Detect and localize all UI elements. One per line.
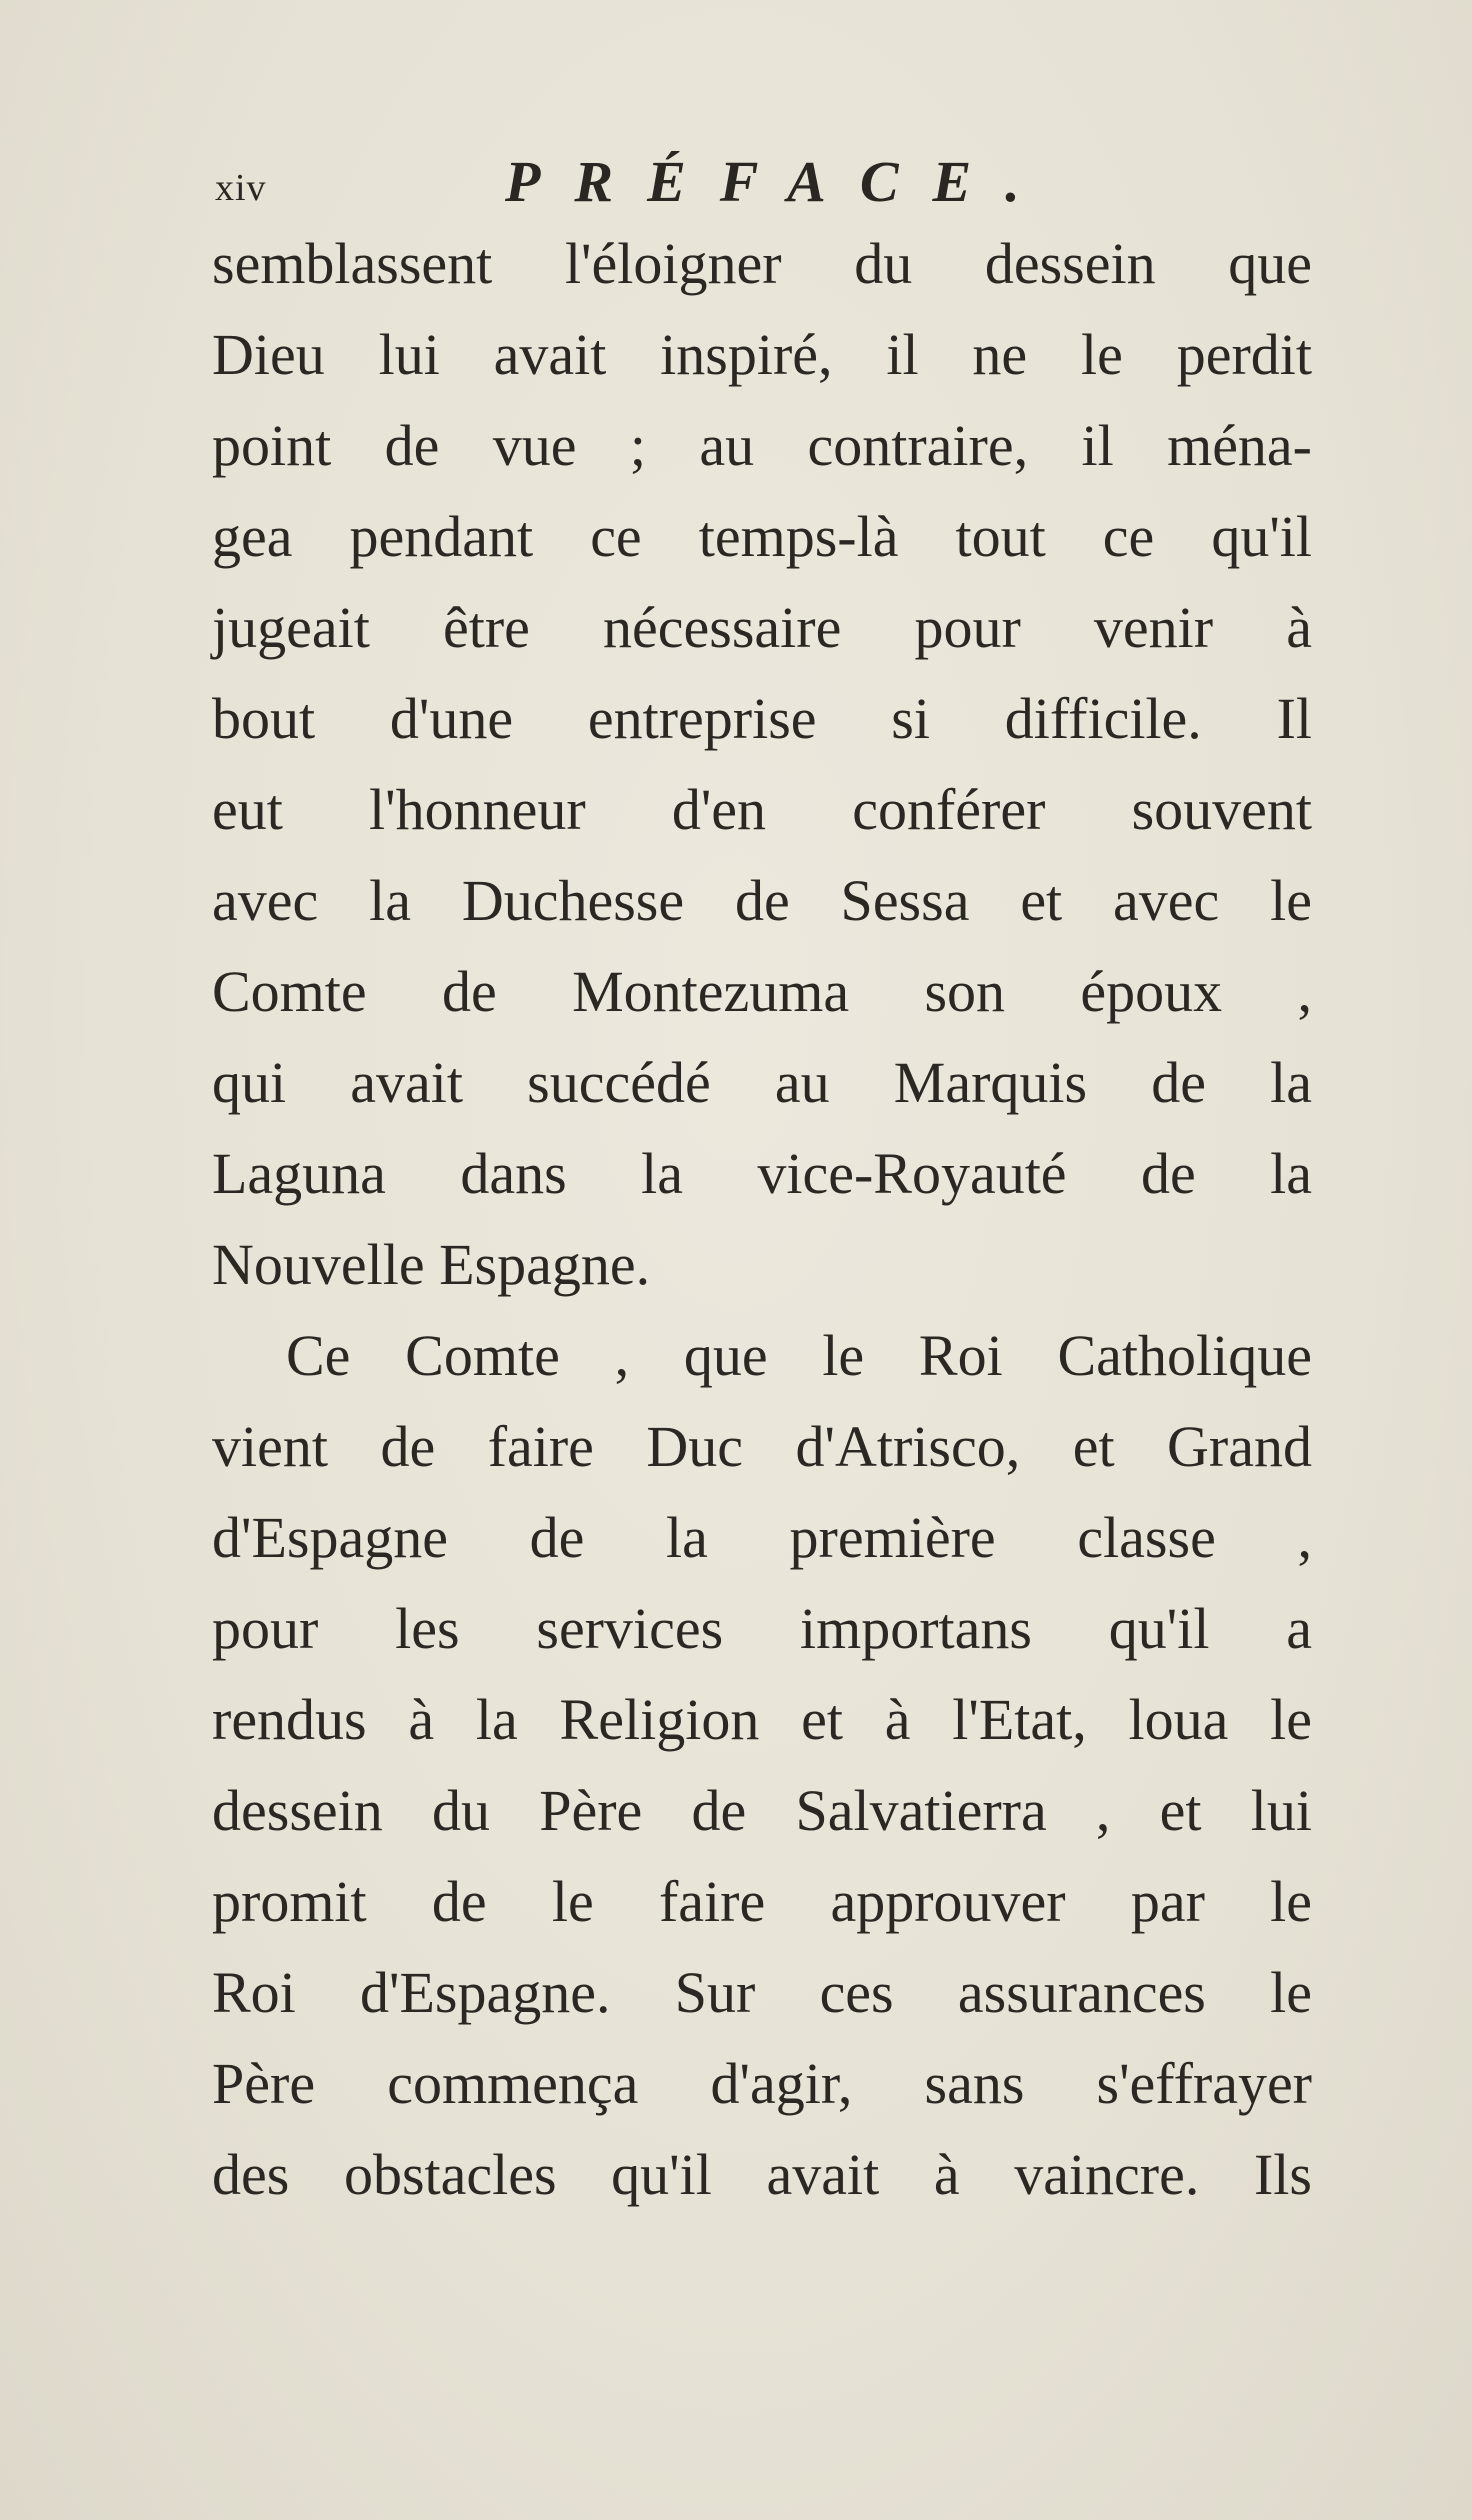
text-line: qui avait succédé au Marquis de la	[212, 1050, 1312, 1115]
page-number: xiv	[215, 167, 267, 209]
text-line: jugeait être nécessaire pour venir à	[212, 595, 1312, 660]
text-line: bout d'une entreprise si difficile. Il	[212, 686, 1312, 751]
text-line: pour les services importans qu'il a	[212, 1596, 1312, 1661]
page-title: PRÉFACE.	[505, 149, 1054, 214]
text-line: Ce Comte , que le Roi Catholique	[286, 1323, 1312, 1388]
text-line: point de vue ; au contraire, il ména-	[212, 413, 1312, 478]
text-line: dessein du Père de Salvatierra , et lui	[212, 1778, 1312, 1843]
text-line: Roi d'Espagne. Sur ces assurances le	[212, 1960, 1312, 2025]
text-line: Père commença d'agir, sans s'effrayer	[212, 2051, 1312, 2116]
text-line: Laguna dans la vice-Royauté de la	[212, 1141, 1312, 1206]
text-line: rendus à la Religion et à l'Etat, loua le	[212, 1687, 1312, 1752]
text-line: eut l'honneur d'en conférer souvent	[212, 777, 1312, 842]
running-head	[215, 148, 1315, 218]
text-line: avec la Duchesse de Sessa et avec le	[212, 868, 1312, 933]
text-line: semblassent l'éloigner du dessein que	[212, 231, 1312, 296]
text-line: d'Espagne de la première classe ,	[212, 1505, 1312, 1570]
text-line: vient de faire Duc d'Atrisco, et Grand	[212, 1414, 1312, 1479]
text-line: gea pendant ce temps-là tout ce qu'il	[212, 504, 1312, 569]
text-line: des obstacles qu'il avait à vaincre. Ils	[212, 2142, 1312, 2207]
text-line: Comte de Montezuma son époux ,	[212, 959, 1312, 1024]
text-line: Nouvelle Espagne.	[212, 1232, 651, 1297]
text-line: Dieu lui avait inspiré, il ne le perdit	[212, 322, 1312, 387]
body-text	[212, 218, 1312, 2220]
text-line: promit de le faire approuver par le	[212, 1869, 1312, 1934]
